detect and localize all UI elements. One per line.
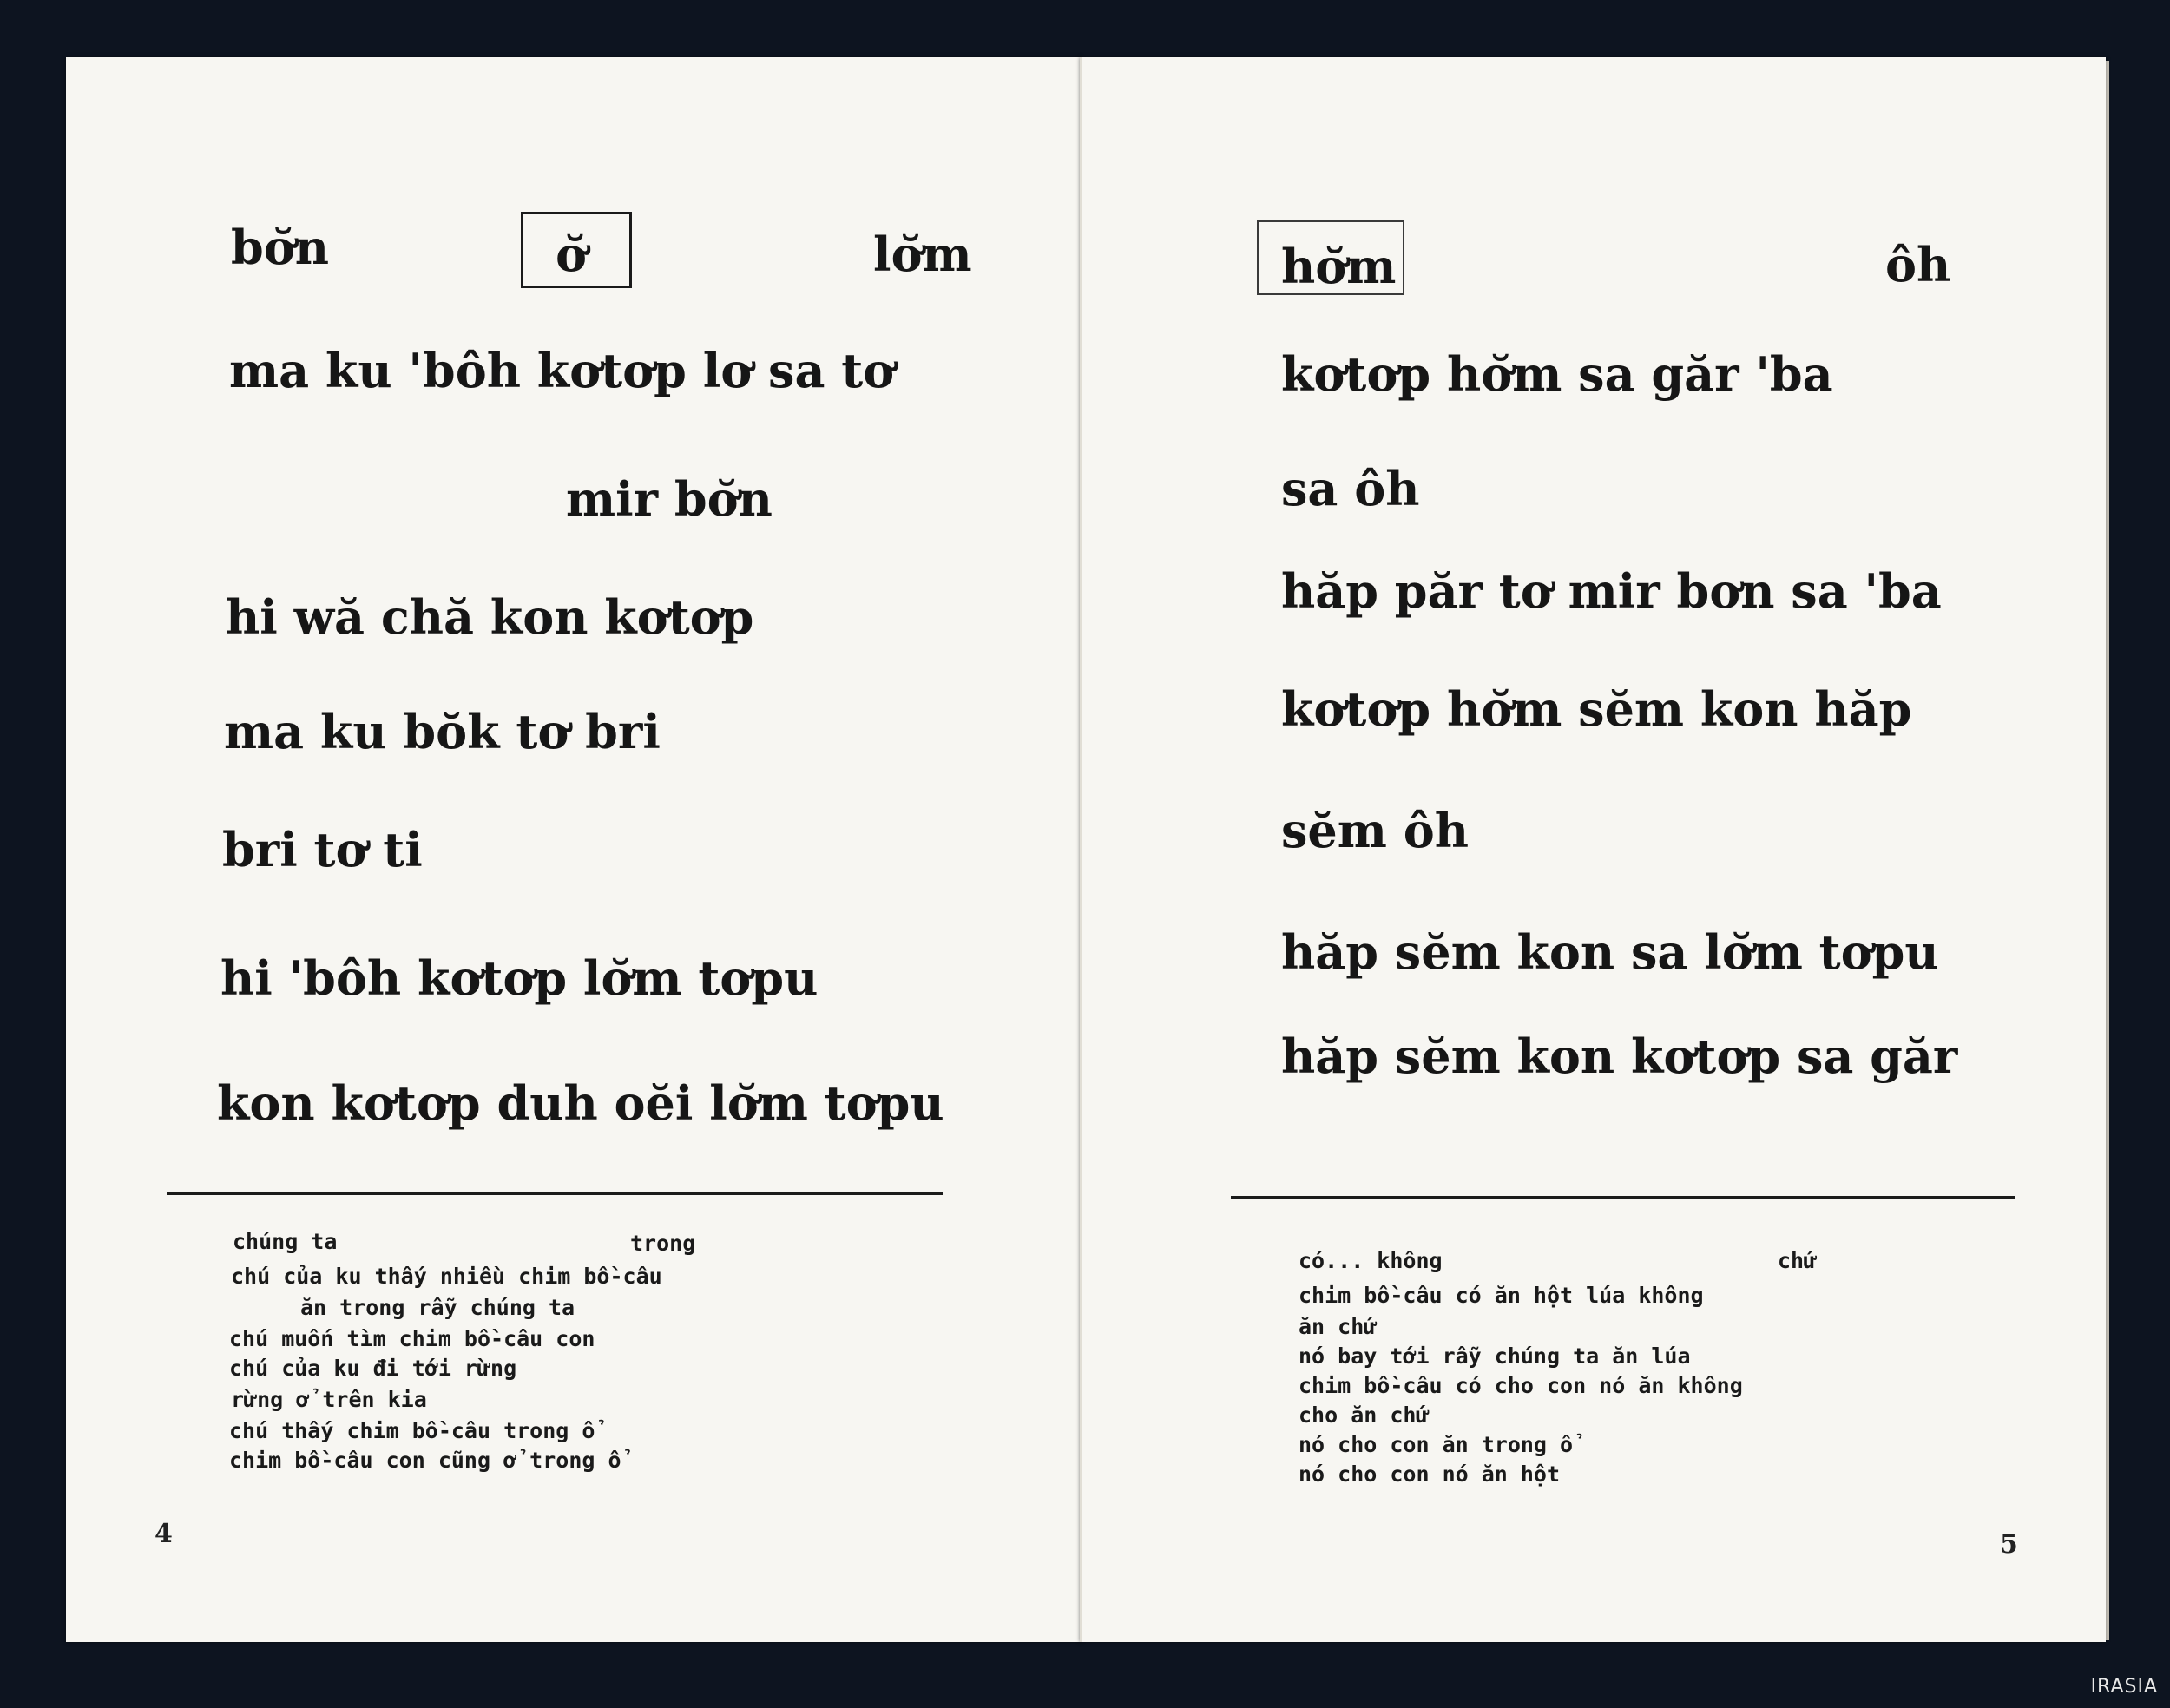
text-line: hăp sĕm kon sa lơ̆m tơpu <box>1281 924 1939 980</box>
text-line: ma ku bŏk tơ bri <box>224 704 661 759</box>
text-line: ma ku 'bôh kơtơp lơ sa tơ <box>229 343 895 398</box>
keyword-left: bơ̆n <box>231 220 330 275</box>
text-line: hăp sĕm kon kơtơp sa găr <box>1281 1028 1958 1084</box>
right-page <box>1080 57 2106 1642</box>
divider-rule <box>1231 1196 2015 1199</box>
keyword-center: ơ̆ <box>556 227 588 282</box>
text-line: kơtơp hơ̆m sa găr 'ba <box>1281 346 1833 402</box>
text-line: sa ôh <box>1281 461 1420 516</box>
gloss-line: rừng ở trên kia <box>231 1387 427 1412</box>
gloss-line: chim bồ-câu có ăn hột lúa không <box>1299 1283 1704 1308</box>
gloss-line: ăn trong rẫy chúng ta <box>300 1295 575 1320</box>
gloss-header-right: trong <box>630 1231 696 1256</box>
gloss-header-left: có... không <box>1299 1248 1443 1273</box>
gloss-line: cho ăn chứ <box>1299 1403 1430 1428</box>
gloss-line: chú của ku đi tới rừng <box>229 1356 517 1381</box>
text-line: kơtơp hơ̆m sĕm kon hăp <box>1281 681 1912 737</box>
keyword-right: lơ̆m <box>873 227 972 282</box>
watermark: IRASIA <box>2090 1676 2158 1698</box>
text-line: hi wă chă kon kơtơp <box>226 589 754 645</box>
gloss-line: ăn chứ <box>1299 1314 1378 1339</box>
text-line: mir bơ̆n <box>566 471 773 527</box>
gloss-line: chim bồ-câu con cũng ở trong ổ <box>229 1448 621 1473</box>
gloss-line: nó cho con nó ăn hột <box>1299 1462 1561 1487</box>
left-page <box>66 57 1082 1642</box>
gloss-header-left: chúng ta <box>233 1229 338 1254</box>
text-line: hăp păr tơ mir bơn sa 'ba <box>1281 563 1942 619</box>
gloss-line: nó cho con ăn trong ổ <box>1299 1432 1574 1457</box>
gloss-line: chú muốn tìm chim bồ-câu con <box>229 1326 595 1351</box>
gloss-header-right: chứ <box>1778 1248 1818 1273</box>
text-line: sĕm ôh <box>1281 803 1469 858</box>
keyword-left: hơ̆m <box>1281 239 1397 294</box>
page-number: 4 <box>155 1519 173 1549</box>
gloss-line: chú của ku thấy nhiều chim bồ-câu <box>231 1264 662 1289</box>
page-number: 5 <box>2000 1529 2018 1560</box>
gloss-line: nó bay tới rẫy chúng ta ăn lúa <box>1299 1343 1691 1369</box>
gloss-line: chim bồ-câu có cho con nó ăn không <box>1299 1373 1743 1398</box>
divider-rule <box>167 1192 943 1195</box>
text-line: bri tơ ti <box>222 822 423 877</box>
keyword-right: ôh <box>1885 237 1951 292</box>
gloss-line: chú thấy chim bồ-câu trong ổ <box>229 1418 595 1443</box>
text-line: hi 'bôh kơtơp lơ̆m tơpu <box>220 950 819 1006</box>
text-line: kon kơtơp duh oĕi lơ̆m tơpu <box>217 1075 944 1131</box>
